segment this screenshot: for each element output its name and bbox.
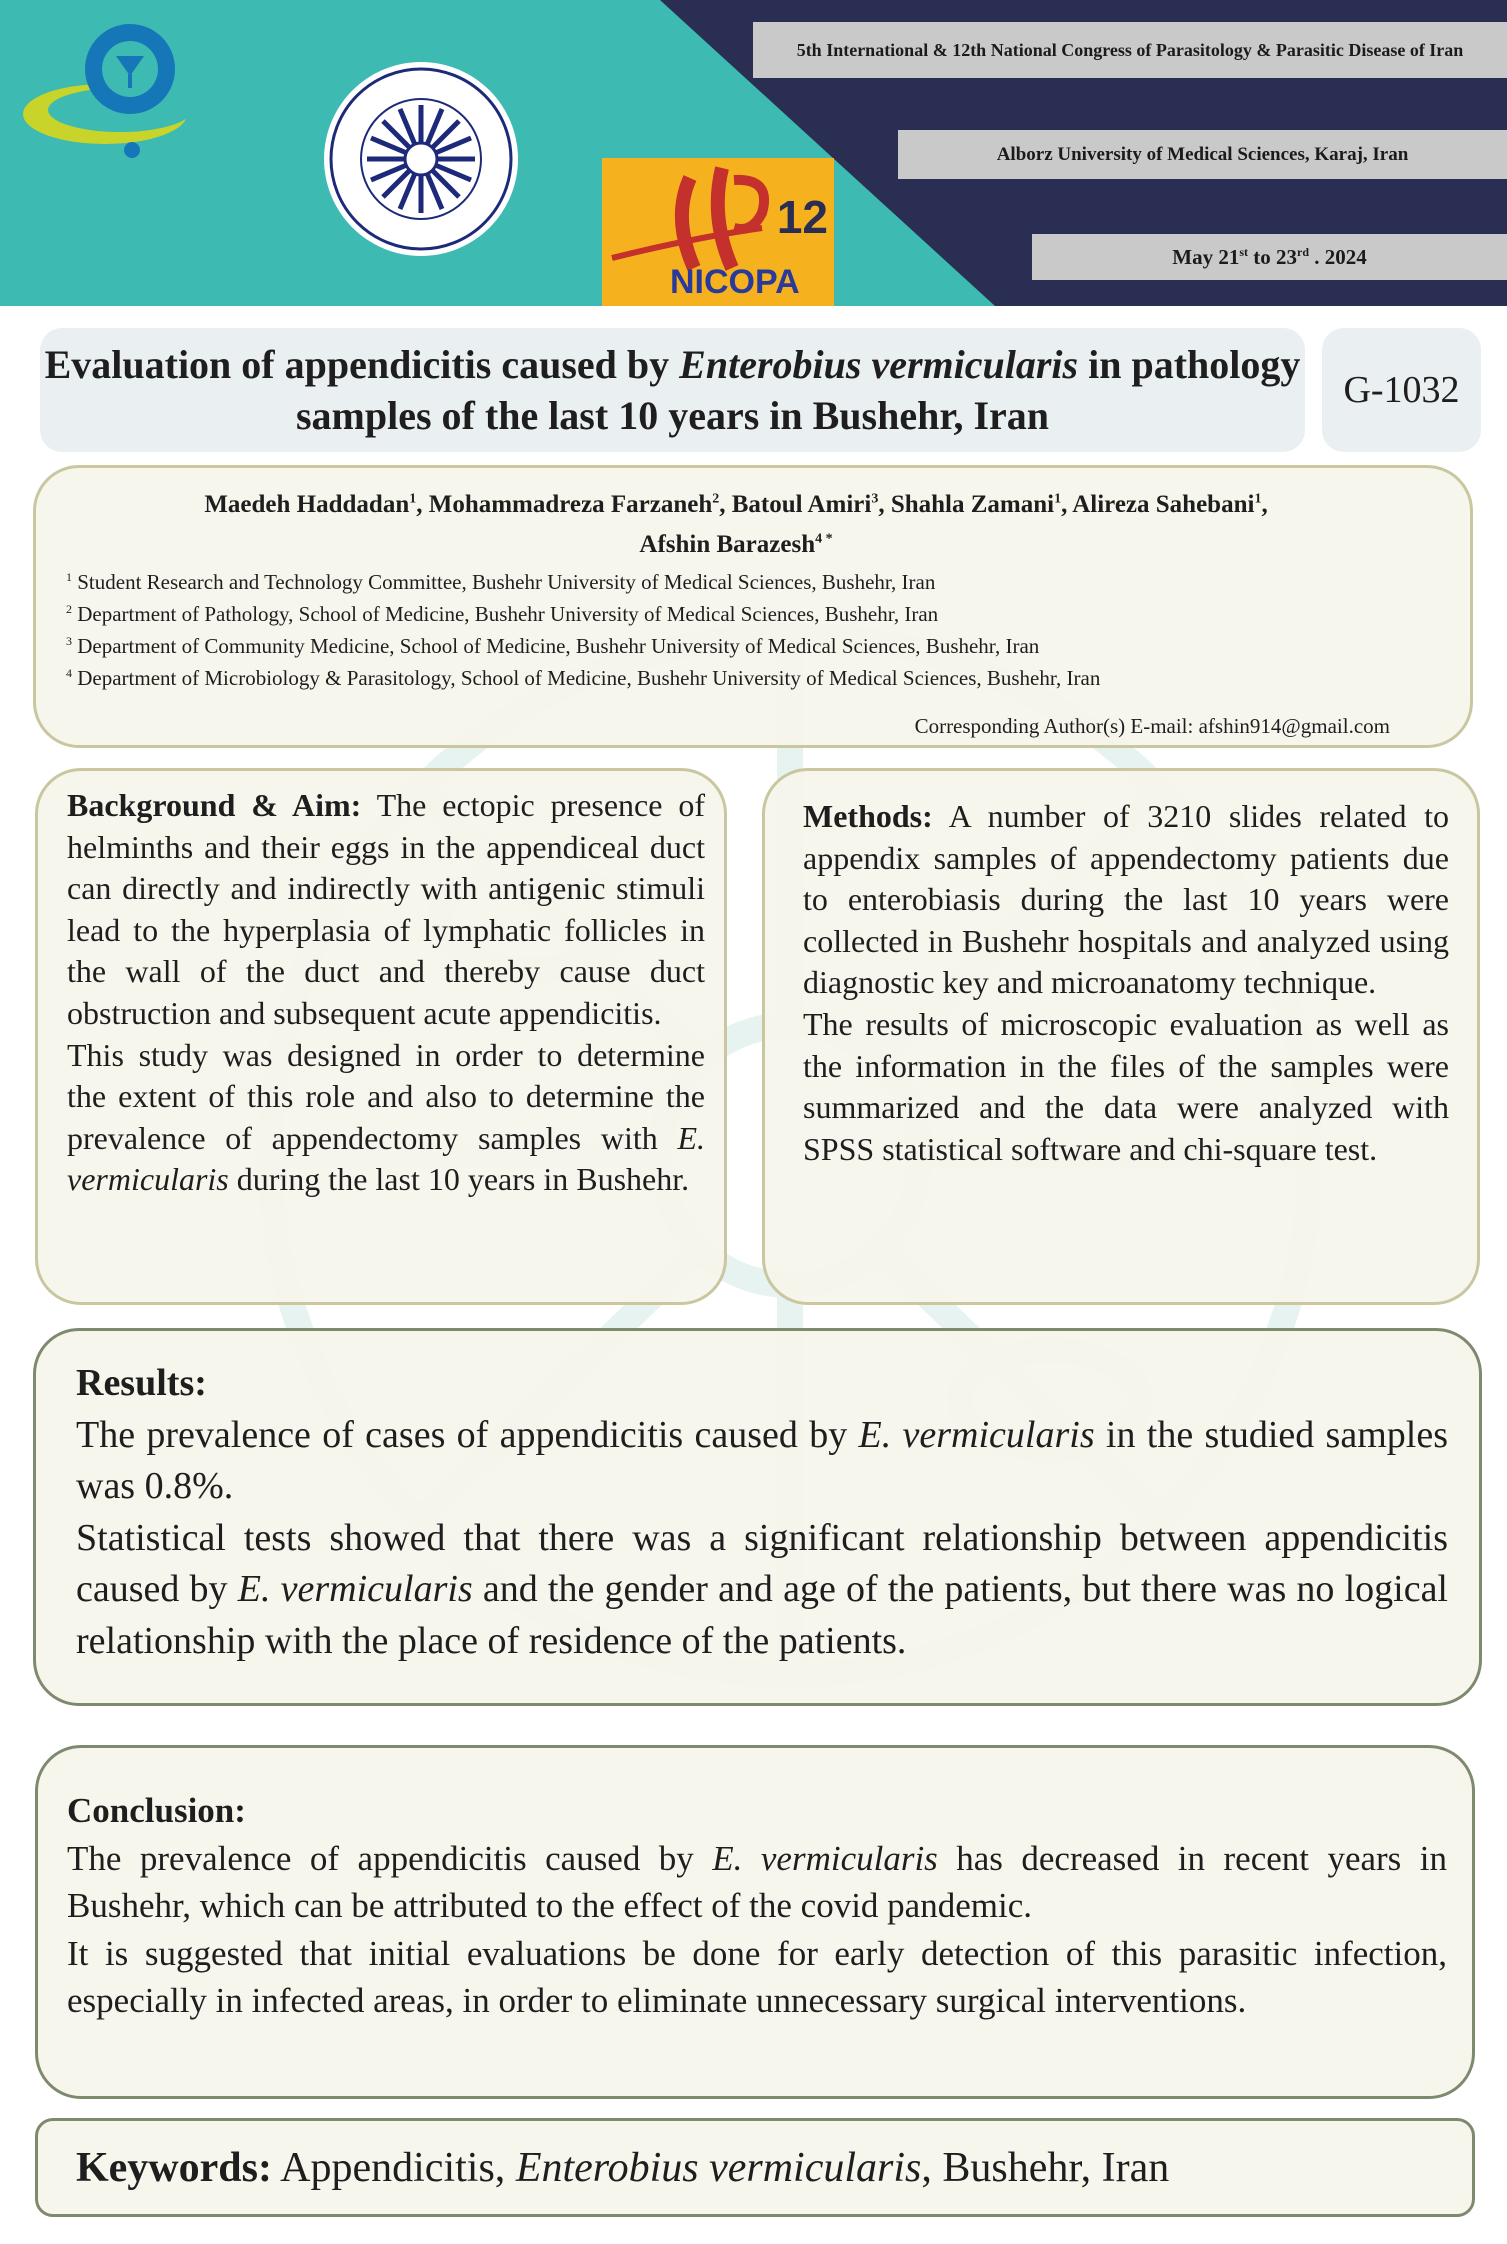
date-bar xyxy=(1032,234,1507,280)
section-heading: Methods: xyxy=(803,798,933,834)
results-text: Results: The prevalence of cases of appendicitis caused by E. vermicularis in the studied samples was 0.8%. Statistical tests showed that there was a significant relationship between appendicitis caused by E. vermicularis and the gender and age of the patients, but there was no logical relationship with the place of residence of the patients. xyxy=(76,1362,1448,1662)
author-list xyxy=(0,483,1472,562)
keywords-text: Keywords: Appendicitis, Enterobius vermicularis, Bushehr, Iran xyxy=(76,2145,1170,2191)
congress-date: May 21st to 23rd . 2024 xyxy=(1172,244,1367,269)
author: Maedeh Haddadan$^1$, xyxy=(204,491,429,519)
background-text: Background & Aim: The ectopic presence of helminths and their eggs in the appendiceal duct can directly and indirectly with antigenic stimuli lead to the hyperplasia of lymphatic follicles in the wall of the duct and thereby cause duct obstruction and subsequent acute appendicitis. This study was designed in order to determine the extent of this role and also to determine the prevalence of appendectomy samples with E. vermicularis during the last 10 years in Bushehr. xyxy=(67,787,705,1198)
abstract-code: G-1032 xyxy=(1322,328,1481,452)
nicopa-wordmark: NICOPA xyxy=(670,263,800,301)
section-heading: Background & Aim: xyxy=(67,787,362,823)
congress-logo xyxy=(20,14,235,164)
nicopa-number: 12 xyxy=(776,191,828,243)
section-heading: Keywords: xyxy=(76,2145,272,2191)
methods-text: Methods: A number of 3210 slides related to appendix samples of appendectomy patients due to enterobiasis during the last 10 years were collected in Bushehr hospitals and analyzed using diagnostic key and microanatomy technique. The results of microscopic evaluation as well as the information in the files of the samples were summarized and the data were analyzed with SPSS statistical software and chi-square test. xyxy=(803,798,1449,1167)
nicopa-logo xyxy=(602,158,834,306)
corresponding-email: Corresponding Author(s) E-mail: afshin914@gmail.com xyxy=(914,714,1390,738)
author: Shahla Zamani$^1$, xyxy=(890,491,1073,519)
author: Mohammadreza Farzaneh$^2$, xyxy=(428,491,732,519)
conclusion-text: Conclusion: The prevalence of appendicitis caused by E. vermicularis has decreased in recent years in Bushehr, which can be attributed to the effect of the covid pandemic. It is suggested that initial evaluations be done for early detection of this parasitic infection, especially in infected areas, in order to eliminate unnecessary surgical interventions. xyxy=(67,1791,1447,2020)
congress-name: 5th International & 12th National Congress of Parasitology & Parasitic Disease of Iran xyxy=(796,39,1464,60)
affiliation: $^4$ Department of Microbiology & Parasitology, School of Medicine, Bushehr University of Medical Sciences, Bushehr, Iran xyxy=(66,666,1101,690)
author: Batoul Amiri$^3$, xyxy=(731,491,891,519)
species-name: Enterobius vermicularis xyxy=(679,342,1079,387)
affiliation: $^2$ Department of Pathology, School of Medicine, Bushehr University of Medical Sciences, Bushehr, Iran xyxy=(66,602,939,626)
author: Afshin Barazesh$^{4 *}$ xyxy=(639,530,833,558)
society-seal-logo xyxy=(322,60,520,258)
section-heading: Results: xyxy=(76,1362,207,1404)
university-bar xyxy=(898,130,1507,179)
affiliation: $^3$ Department of Community Medicine, School of Medicine, Bushehr University of Medical Sciences, Bushehr, Iran xyxy=(66,634,1040,658)
affiliation: $^1$ Student Research and Technology Committee, Bushehr University of Medical Sciences, Bushehr, Iran xyxy=(66,570,936,594)
university-name: Alborz University of Medical Sciences, Karaj, Iran xyxy=(996,143,1409,165)
section-heading: Conclusion: xyxy=(67,1791,246,1830)
poster-title: Evaluation of appendicitis caused by Enterobius vermicularis in pathology samples of the last 10 years in Bushehr, Iran xyxy=(40,328,1305,452)
congress-name-bar xyxy=(753,22,1507,78)
poster-header xyxy=(0,0,1507,306)
author: Alireza Sahebani$^1$, xyxy=(1072,491,1268,519)
